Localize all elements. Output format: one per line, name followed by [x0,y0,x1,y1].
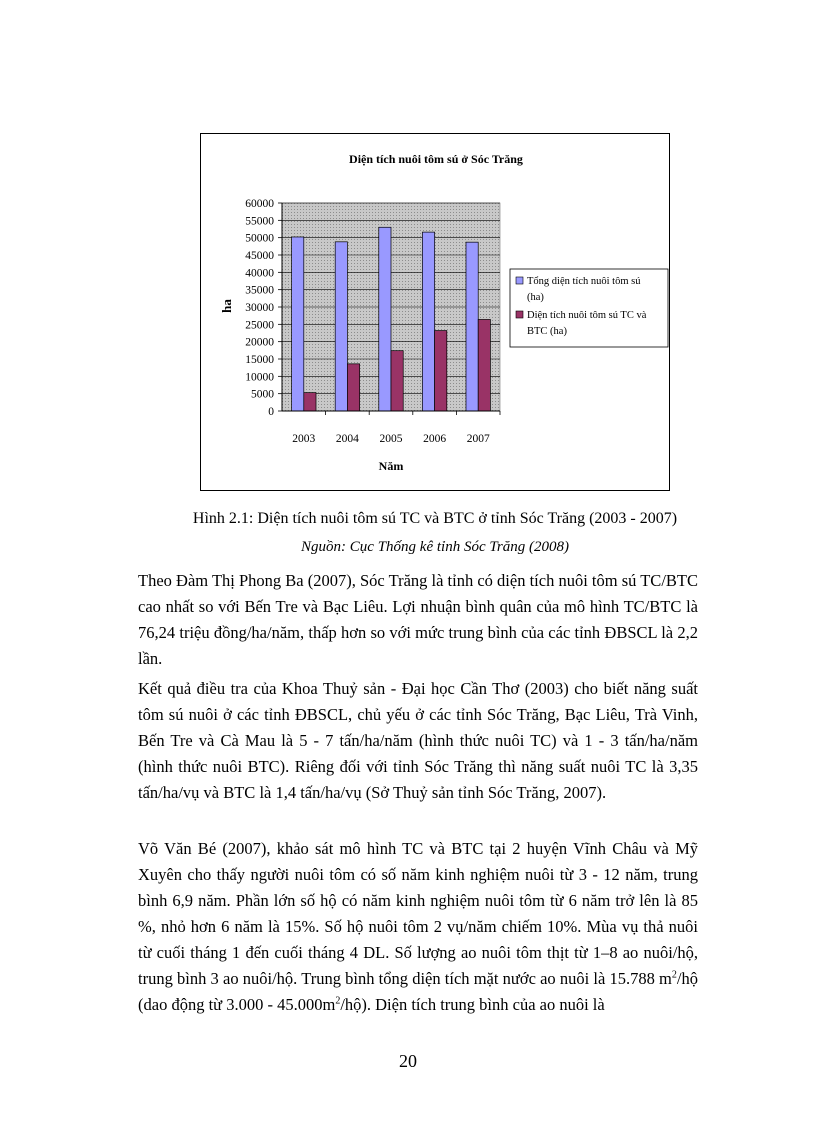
bar-total-2006 [422,232,434,411]
y-axis-ticks [245,198,282,418]
paragraph-3 [138,836,698,1018]
bar-tc-btc-2004 [347,364,359,411]
y-tick-label: 55000 [245,215,274,228]
legend-label-tc-btc-line2: BTC (ha) [527,326,567,337]
bar-chart [201,134,671,492]
superscript-2: 2 [335,995,341,1007]
bar-tc-btc-2006 [435,331,447,411]
paragraph-3-text-a: Võ Văn Bé (2007), khảo sát mô hình TC và BTC tại 2 huyện Vĩnh Châu và Mỹ Xuyên cho thấy người nuôi tôm có số năm kinh nghiệm nuôi từ 3 - 12 năm, trung bình 6,9 năm. Phần lớn số hộ có năm kinh nghiệm nuôi tôm từ 6 năm trở lên là 85 %, nhỏ hơn 6 năm là 15%. Số hộ nuôi tôm 2 vụ/năm chiếm 10%. Mùa vụ thả nuôi từ cuối tháng 1 đến cuối tháng 4 DL. Số lượng ao nuôi tôm thịt từ 1–8 ao nuôi/hộ, trung bình 3 ao nuôi/hộ. Trung bình tổng diện tích mặt nước ao nuôi là 15.788 m [138,839,698,988]
y-tick-label: 30000 [245,302,274,314]
paragraph-1: Theo Đàm Thị Phong Ba (2007), Sóc Trăng là tỉnh có diện tích nuôi tôm sú TC/BTC cao nhất so với Bến Tre và Bạc Liêu. Lợi nhuận bình quân của mô hình TC/BTC là 76,24 triệu đồng/ha/năm, thấp hơn so với mức trung bình của các tỉnh ĐBSCL là 2,2 lần. [138,571,698,668]
x-tick-label: 2005 [379,433,403,445]
figure-chart [200,133,670,491]
paragraph-3-text-c: /hộ). Diện tích trung bình của ao nuôi là [340,995,605,1014]
x-tick-label: 2003 [292,433,316,445]
y-tick-label: 45000 [245,250,274,262]
y-tick-label: 5000 [251,388,274,401]
bar-total-2003 [292,237,304,411]
y-tick-label: 20000 [245,336,274,349]
bar-tc-btc-2003 [304,393,316,411]
legend-label-tc-btc-line1: Diện tích nuôi tôm sú TC và [527,310,647,321]
y-tick-label: 60000 [245,198,274,210]
x-tick-label: 2006 [423,433,447,445]
x-axis-label: Năm [378,459,404,473]
x-axis-ticks [292,411,500,445]
figure-caption: Hình 2.1: Diện tích nuôi tôm sú TC và BTC ở tỉnh Sóc Trăng (2003 - 2007) [192,510,678,527]
legend-swatch-tc-btc [516,311,523,318]
figure-source: Nguồn: Cục Thống kê tỉnh Sóc Trăng (2008) [301,539,569,555]
bar-tc-btc-2005 [391,351,403,411]
page-number: 20 [399,1051,417,1071]
legend-label-total-line1: Tổng diện tích nuôi tôm sú [527,276,641,287]
bar-total-2007 [466,242,478,411]
bar-total-2004 [335,242,347,411]
y-tick-label: 40000 [245,267,274,280]
legend-swatch-total [516,277,523,284]
chart-title: Diện tích nuôi tôm sú ở Sóc Trăng [349,152,523,166]
bar-total-2005 [379,227,391,411]
y-axis-label: ha [219,299,234,313]
bar-tc-btc-2007 [478,319,490,411]
y-tick-label: 15000 [245,354,274,366]
y-tick-label: 10000 [245,371,274,384]
y-tick-label: 25000 [245,319,274,332]
paragraph-2: Kết quả điều tra của Khoa Thuỷ sản - Đại học Cần Thơ (2003) cho biết năng suất tôm sú nuôi ở các tỉnh ĐBSCL, chủ yếu ở các tỉnh Sóc Trăng, Bạc Liêu, Trà Vinh, Bến Tre và Cà Mau là 5 - 7 tấn/ha/năm (hình thức nuôi TC) và 1 - 3 tấn/ha/năm (hình thức nuôi BTC). Riêng đối với tỉnh Sóc Trăng thì năng suất nuôi TC là 3,35 tấn/ha/vụ và BTC là 1,4 tấn/ha/vụ (Sở Thuỷ sản tỉnh Sóc Trăng, 2007). [138,679,698,802]
y-tick-label: 35000 [245,284,274,297]
superscript-1: 2 [671,969,677,981]
x-tick-label: 2007 [466,433,490,445]
x-tick-label: 2004 [335,433,359,445]
paragraph-3-text-b: /hộ (dao động từ 3.000 - 45.000m [138,969,698,1014]
legend-label-total-line2: (ha) [527,292,544,303]
legend [510,269,668,347]
y-tick-label: 0 [268,406,274,418]
y-tick-label: 50000 [245,232,274,245]
